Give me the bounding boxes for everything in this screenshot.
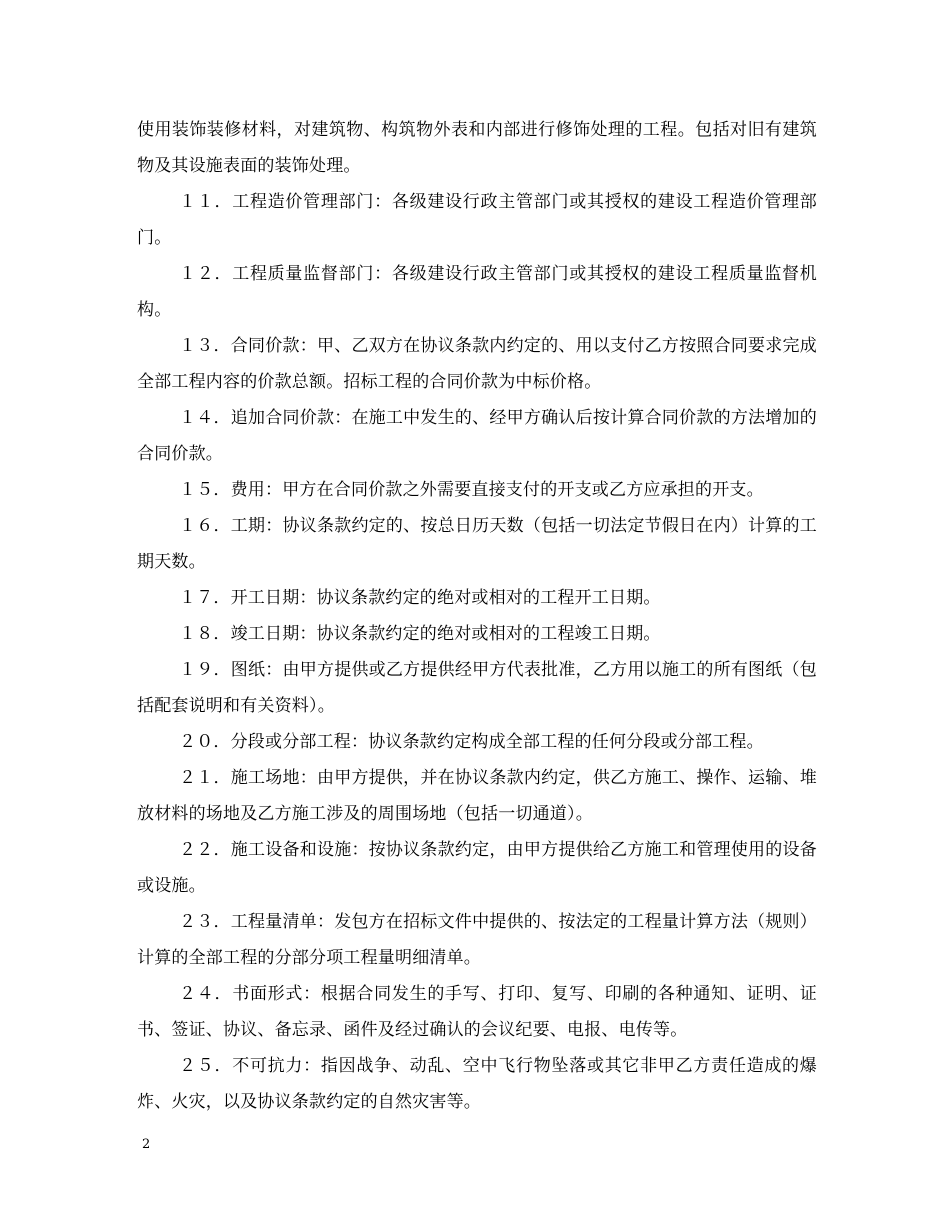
document-body [137, 112, 817, 1120]
page-number: 2 [142, 1137, 151, 1152]
paragraph: １６．工期：协议条款约定的、按总日历天数（包括一切法定节假日在内）计算的工期天数。 [137, 516, 817, 572]
paragraph: １７．开工日期：协议条款约定的绝对或相对的工程开工日期。 [179, 588, 661, 608]
paragraph: ２０．分段或分部工程：协议条款约定构成全部工程的任何分段或分部工程。 [179, 732, 764, 752]
paragraph: １４．追加合同价款：在施工中发生的、经甲方确认后按计算合同价款的方法增加的合同价款。 [137, 408, 817, 464]
paragraph: １２．工程质量监督部门：各级建设行政主管部门或其授权的建设工程质量监督机构。 [137, 264, 817, 320]
paragraph: 使用装饰装修材料，对建筑物、构筑物外表和内部进行修饰处理的工程。包括对旧有建筑物及其设施表面的装饰处理。 [137, 120, 817, 176]
paragraph: １３．合同价款：甲、乙双方在协议条款内约定的、用以支付乙方按照合同要求完成全部工程内容的价款总额。招标工程的合同价款为中标价格。 [137, 336, 817, 392]
paragraph: １８．竣工日期：协议条款约定的绝对或相对的工程竣工日期。 [179, 624, 661, 644]
paragraph: １９．图纸：由甲方提供或乙方提供经甲方代表批准，乙方用以施工的所有图纸（包括配套说明和有关资料）。 [137, 660, 817, 716]
paragraph: ２５．不可抗力：指因战争、动乱、空中飞行物坠落或其它非甲乙方责任造成的爆炸、火灾，以及协议条款约定的自然灾害等。 [137, 1056, 817, 1112]
paragraph: ２４．书面形式：根据合同发生的手写、打印、复写、印刷的各种通知、证明、证书、签证、协议、备忘录、函件及经过确认的会议纪要、电报、电传等。 [137, 984, 817, 1040]
paragraph: １１．工程造价管理部门：各级建设行政主管部门或其授权的建设工程造价管理部门。 [137, 192, 817, 248]
paragraph: ２２．施工设备和设施：按协议条款约定，由甲方提供给乙方施工和管理使用的设备或设施。 [137, 840, 817, 896]
paragraph: １５．费用：甲方在合同价款之外需要直接支付的开支或乙方应承担的开支。 [179, 480, 764, 500]
paragraph: ２１．施工场地：由甲方提供，并在协议条款内约定，供乙方施工、操作、运输、堆放材料的场地及乙方施工涉及的周围场地（包括一切通道）。 [137, 768, 817, 824]
paragraph: ２３．工程量清单：发包方在招标文件中提供的、按法定的工程量计算方法（规则）计算的全部工程的分部分项工程量明细清单。 [137, 912, 817, 968]
